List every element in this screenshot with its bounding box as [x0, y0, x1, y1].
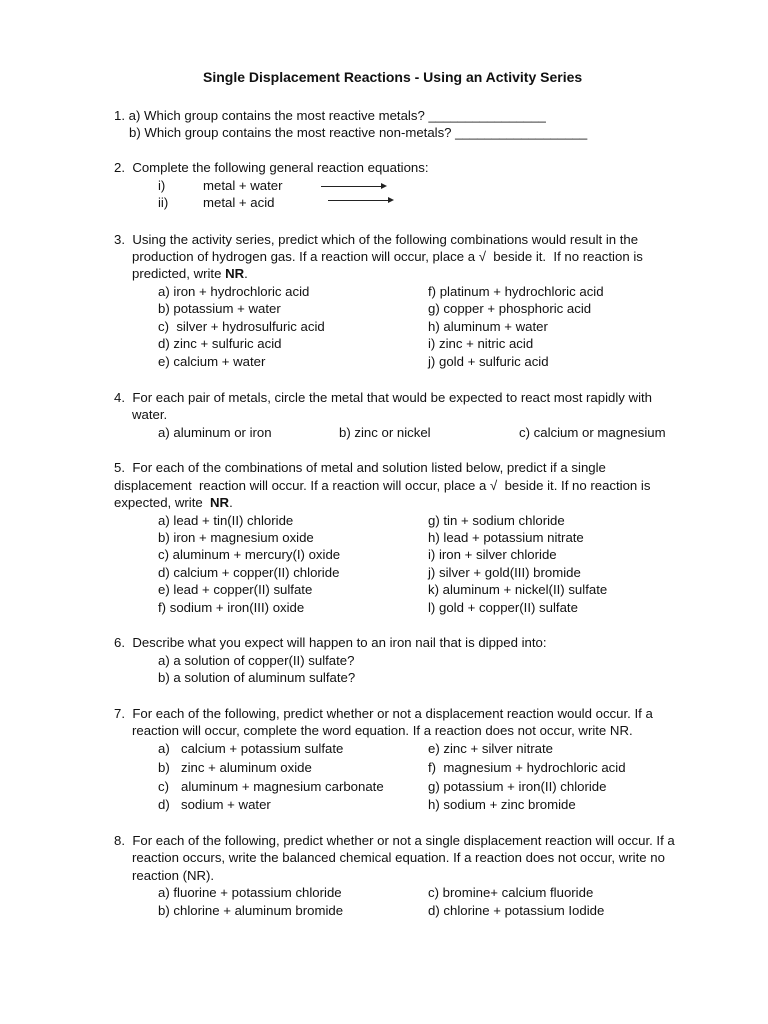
q8-line-1: 8. For each of the following, predict whether or not a single displacement reaction will occur. If a [114, 833, 675, 848]
list-item: i) iron + silver chloride [428, 547, 557, 562]
q7-item-label: b) [158, 760, 170, 775]
list-item: calcium + potassium sulfate [181, 741, 344, 756]
q7-item-label: a) [158, 741, 170, 756]
q7-line-2: reaction will occur, complete the word equation. If a reaction does not occur, write NR. [132, 723, 633, 738]
q3-line-1: 3. Using the activity series, predict which of the following combinations would result in the [114, 232, 639, 247]
list-item: h) aluminum + water [428, 319, 548, 334]
list-item: a) iron + hydrochloric acid [158, 284, 310, 299]
nr-label: NR [210, 495, 230, 510]
list-item: d) calcium + copper(II) chloride [158, 565, 340, 580]
list-item: g) potassium + iron(II) chloride [428, 779, 607, 794]
q1-part-a: 1. a) Which group contains the most reactive metals? ________________ [114, 108, 546, 123]
list-item: a) aluminum or iron [158, 425, 272, 440]
list-item: b) chlorine + aluminum bromide [158, 903, 344, 918]
q7-line-1: 7. For each of the following, predict whether or not a displacement reaction would occur. If a [114, 706, 653, 721]
q2-stem: 2. Complete the following general reaction equations: [114, 160, 429, 175]
list-item: b) potassium + water [158, 301, 281, 316]
list-item: h) lead + potassium nitrate [428, 530, 584, 545]
q5-line-1: 5. For each of the combinations of metal and solution listed below, predict if a single [114, 460, 606, 475]
list-item: d) zinc + sulfuric acid [158, 336, 282, 351]
q1-part-b: b) Which group contains the most reactive non-metals? __________________ [129, 125, 588, 140]
list-item: h) sodium + zinc bromide [428, 797, 576, 812]
page-title: Single Displacement Reactions - Using an Activity Series [203, 69, 583, 85]
list-item: sodium + water [181, 797, 271, 812]
q4-line-2: water. [132, 407, 168, 422]
q5-line-2: displacement reaction will occur. If a reaction will occur, place a √ beside it. If no reaction is [114, 478, 651, 493]
q8-line-3: reaction (NR). [132, 868, 215, 883]
list-item: e) zinc + silver nitrate [428, 741, 553, 756]
q2-i-text: metal + water [203, 178, 283, 193]
q2-i-number: i) [158, 178, 166, 193]
list-item: b) zinc or nickel [339, 425, 431, 440]
q2-ii-text: metal + acid [203, 195, 275, 210]
q2-ii-number: ii) [158, 195, 169, 210]
q5-line-3: expected, write NR. [114, 495, 233, 510]
list-item: j) silver + gold(III) bromide [428, 565, 581, 580]
list-item: g) tin + sodium chloride [428, 513, 565, 528]
q7-item-label: d) [158, 797, 170, 812]
list-item: c) aluminum + mercury(I) oxide [158, 547, 341, 562]
q4-line-1: 4. For each pair of metals, circle the metal that would be expected to react most rapidly with [114, 390, 653, 405]
list-item: l) gold + copper(II) sulfate [428, 600, 578, 615]
list-item: aluminum + magnesium carbonate [181, 779, 384, 794]
q3-line-3: predicted, write NR. [132, 266, 248, 281]
list-item: d) chlorine + potassium Iodide [428, 903, 605, 918]
list-item: b) iron + magnesium oxide [158, 530, 314, 545]
q7-item-label: c) [158, 779, 169, 794]
list-item: c) calcium or magnesium [519, 425, 666, 440]
list-item: b) a solution of aluminum sulfate? [158, 670, 356, 685]
list-item: c) silver + hydrosulfuric acid [158, 319, 325, 334]
q8-line-2: reaction occurs, write the balanced chemical equation. If a reaction does not occur, write no [132, 850, 665, 865]
list-item: a) fluorine + potassium chloride [158, 885, 342, 900]
list-item: f) platinum + hydrochloric acid [428, 284, 604, 299]
list-item: k) aluminum + nickel(II) sulfate [428, 582, 608, 597]
reaction-arrow-icon [328, 200, 392, 201]
list-item: g) copper + phosphoric acid [428, 301, 592, 316]
nr-label: NR [225, 266, 245, 281]
list-item: e) lead + copper(II) sulfate [158, 582, 313, 597]
list-item: zinc + aluminum oxide [181, 760, 312, 775]
reaction-arrow-icon [321, 186, 385, 187]
q3-line-2: production of hydrogen gas. If a reaction will occur, place a √ beside it. If no reaction is [132, 249, 643, 264]
list-item: c) bromine+ calcium fluoride [428, 885, 594, 900]
list-item: a) lead + tin(II) chloride [158, 513, 294, 528]
list-item: f) magnesium + hydrochloric acid [428, 760, 626, 775]
list-item: j) gold + sulfuric acid [428, 354, 549, 369]
list-item: f) sodium + iron(III) oxide [158, 600, 305, 615]
list-item: i) zinc + nitric acid [428, 336, 534, 351]
list-item: e) calcium + water [158, 354, 266, 369]
q6-stem: 6. Describe what you expect will happen to an iron nail that is dipped into: [114, 635, 547, 650]
list-item: a) a solution of copper(II) sulfate? [158, 653, 355, 668]
